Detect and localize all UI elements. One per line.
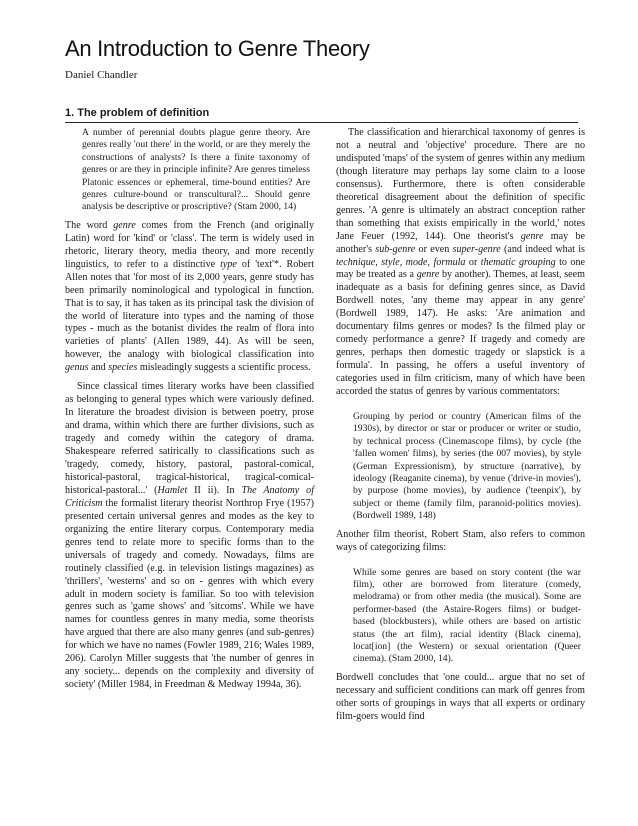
paragraph-stam-intro: Another film theorist, Robert Stam, also refers to common ways of categorizing films: <box>336 528 585 553</box>
block-quote-bordwell: Grouping by period or country (American films of the 1930s), by director or star or producer or writer or studio, by technical process (Cinemascope films), by cycle (the 'fallen women' films), by series (the 007 movies), by style (German Expressionism), by structure (narrative), by ideology (Reaganite cinema), by venue ('drive-in movies'), by purpose (home movies), by audience ('teenpix'), by subject or theme (family film, paranoid-politics movies). (Bordwell 1989, 148) <box>353 411 581 522</box>
block-quote-stam: A number of perennial doubts plague genre theory. Are genres really 'out there' in the world, or are they merely the constructions of analysts? Is there a finite taxonomy of genres or are they in principle infinite? Are genres timeless Platonic essences or ephemeral, time-bound entities? Are genres culture-bound or transcultural?... Should genre analysis be descriptive or proscriptive? (Stam 2000, 14) <box>82 127 310 213</box>
paragraph-classification: The classification and hierarchical taxonomy of genres is not a neutral and 'objective' procedure. There are no undisputed 'maps' of the system of genres within any medium (though literature may perhaps lay some claim to a loose consensus). Furthermore, there is often considerable theoretical disagreement about the definition of specific genres. 'A genre is ultimately an abstract conception rather than something that exists empirically in the world,' notes Jane Feuer (1992, 144). One theorist's genre may be another's sub-genre or even super-genre (and indeed what is technique, style, mode, formula or thematic grouping to one may be treated as a genre by another). Themes, at least, seem inadequate as a basis for defining genres since, as David Bordwell notes, 'any theme may appear in any genre' (Bordwell 1989, 147). He asks: 'Are animation and documentary films genres or modes? Is the filmed play or comedy performance a genre? If tragedy and comedy are genres, perhaps then domestic tragedy or slapstick is a formula'. In passing, he offers a useful inventory of categories used in film criticism, many of which have been accorded the status of genres by various commentators: <box>336 127 585 398</box>
section-heading: 1. The problem of definition <box>65 107 210 119</box>
block-quote-stam-categories: While some genres are based on story content (the war film), other are borrowed from literature (comedy, melodrama) or from other media (the musical). Some are performer-based (the Astaire-Rogers films) or budget-based (blockbusters), while others are based on artistic status (the art film), racial identity (Black cinema), locat[ion] (the Western) or sexual orientation (Queer cinema). (Stam 2000, 14). <box>353 566 581 665</box>
paragraph-classical-times: Since classical times literary works have been classified as belonging to general types which were variously defined. In literature the broadest division is between poetry, prose and drama, within which there are further divisions, such as tragedy and comedy within the category of drama. Shakespeare referred satirically to classifications such as 'tragedy, comedy, history, pastoral, pastoral-comical, historical-pastoral, tragical-historical, tragical-comical-historical-pastoral...' (Hamlet II ii). In The Anatomy of Criticism the formalist literary theorist Northrop Frye (1957) presented certain universal genres and modes as the key to organizing the entire literary corpus. Contemporary media genres tend to relate more to specific forms than to the universals of tragedy and comedy. Nowadays, films are routinely classified (e.g. in television listings magazines) as 'thrillers', 'westerns' and so on - genres with which every adult in modern society is familiar. So too with television genres such as 'game shows' and 'sitcoms'. While we have names for countless genres in many media, some theorists have argued that there are also many genres (and sub-genres) for which we have no names (Fowler 1989, 216; Wales 1989, 206). Carolyn Miller suggests that 'the number of genres in any society... depends on the complexity and diversity of society' (Miller 1984, in Freedman & Medway 1994a, 36). <box>65 381 314 691</box>
section-rule <box>65 122 578 123</box>
paragraph-genre-origin: The word genre comes from the French (and originally Latin) word for 'kind' or 'class'. The term is widely used in rhetoric, literary theory, media theory, and more recently linguistics, to refer to a distinctive type of 'text'*. Robert Allen notes that 'for most of its 2,000 years, genre study has been primarily nominological and typological in function. That is to say, it has taken as its principal task the division of the world of literature into types and the naming of those types - much as the botanist divides the realm of flora into varieties of plants' (Allen 1989, 44). As will be seen, however, the analogy with biological classification into genus and species misleadingly suggests a scientific process. <box>65 219 314 374</box>
document-title: An Introduction to Genre Theory <box>65 36 370 61</box>
left-column <box>65 127 314 692</box>
author-name: Daniel Chandler <box>65 69 138 81</box>
right-column <box>336 127 585 724</box>
paragraph-bordwell-concludes: Bordwell concludes that 'one could... argue that no set of necessary and sufficient conditions can mark off genres from other sorts of groupings in ways that all experts or ordinary film-goers would find <box>336 671 585 722</box>
